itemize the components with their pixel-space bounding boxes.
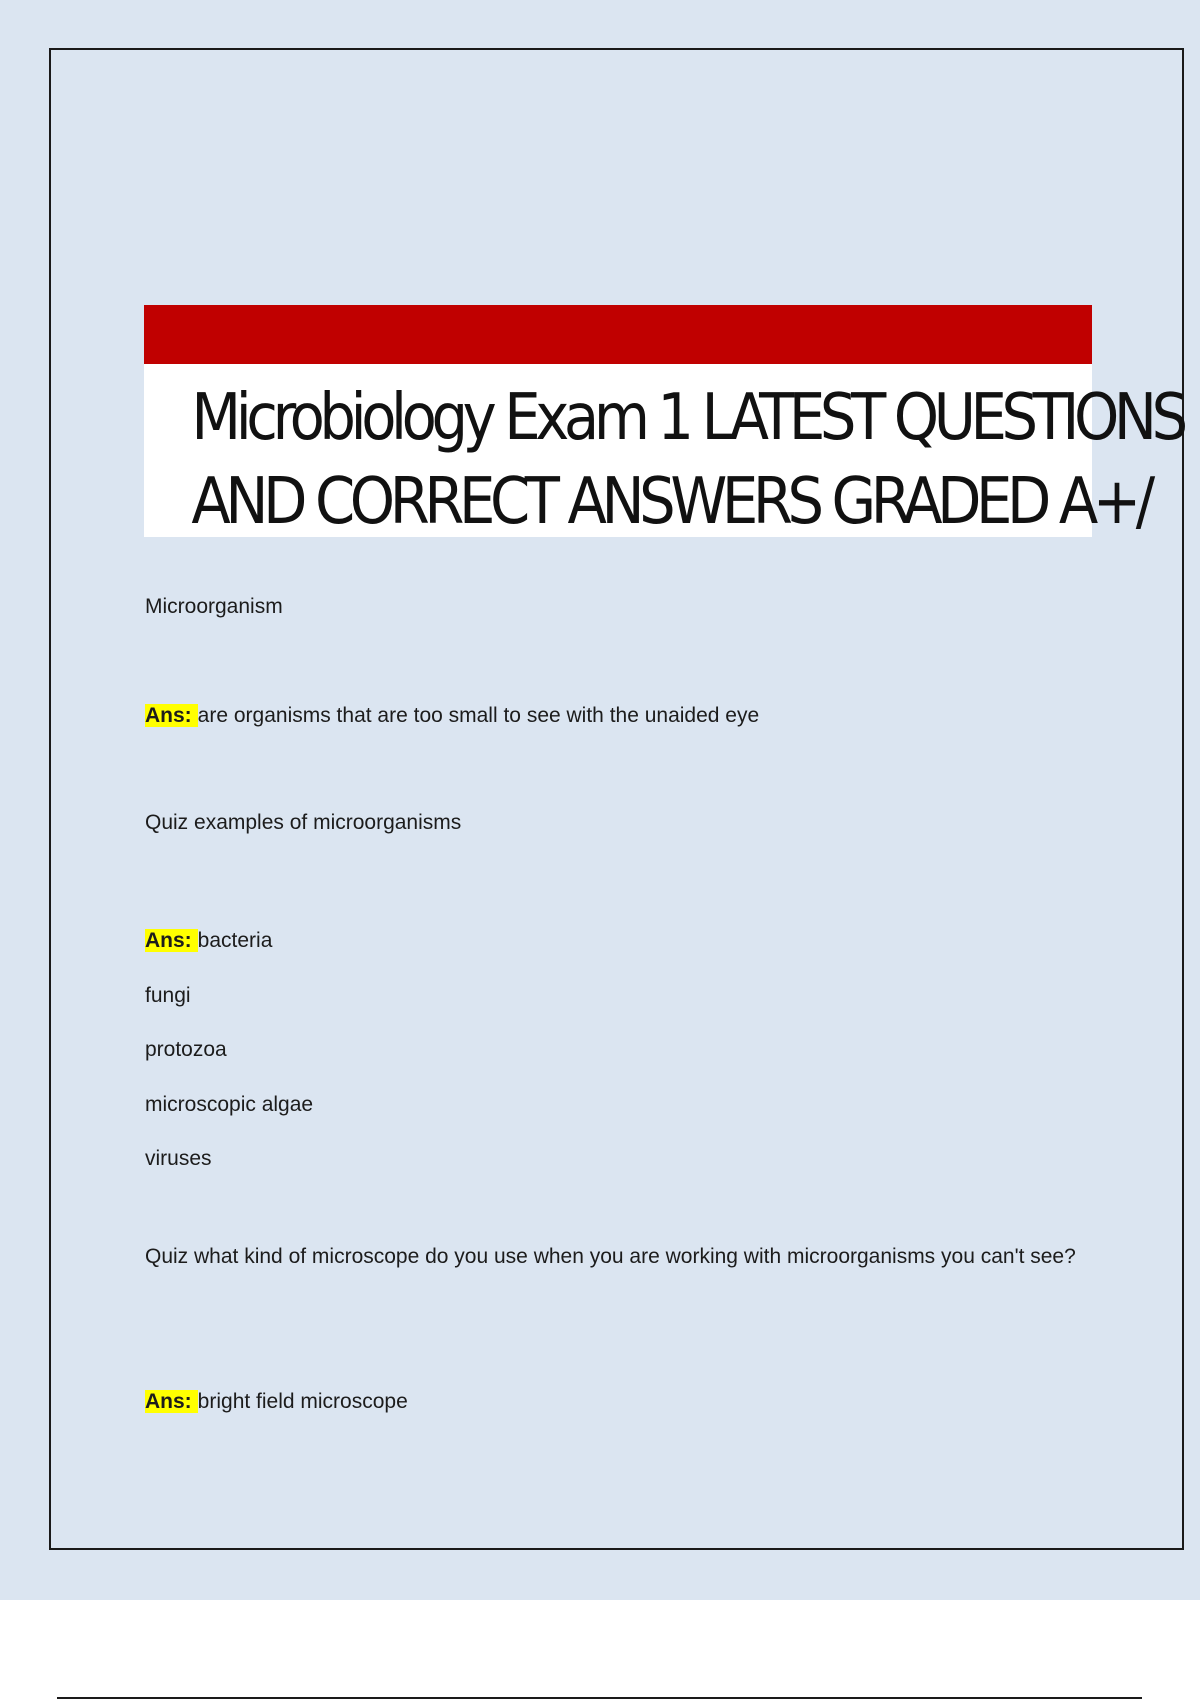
- page-border: [49, 48, 1184, 1550]
- footer-divider: [57, 1697, 1142, 1699]
- answer-label: Ans:: [145, 929, 198, 952]
- answer-label: Ans:: [145, 704, 198, 727]
- answer-2: [145, 914, 313, 1187]
- title-accent-bar: [144, 305, 1092, 364]
- answer-label: Ans:: [145, 1390, 198, 1413]
- title-line-1: Microbiology Exam 1 LATEST QUESTIONS: [191, 381, 1183, 455]
- answer-list-item: microscopic algae: [145, 1092, 314, 1116]
- answer-text: are organisms that are too small to see with the unaided eye: [197, 704, 760, 727]
- answer-line: [145, 914, 313, 969]
- answer-list-item: fungi: [145, 983, 191, 1007]
- question-1: Microorganism: [145, 595, 283, 618]
- answer-text: bacteria: [197, 929, 273, 952]
- answer-text: bright field microscope: [197, 1390, 408, 1413]
- answer-list-item: protozoa: [145, 1038, 227, 1061]
- answer-1: [145, 699, 759, 732]
- title-line-2: AND CORRECT ANSWERS GRADED A+/: [191, 465, 1150, 539]
- answer-3: [145, 1385, 408, 1418]
- question-2: Quiz examples of microorganisms: [145, 811, 462, 834]
- question-3: Quiz what kind of microscope do you use when you are working with microorganisms you can't see?: [145, 1245, 1076, 1268]
- answer-list-item: viruses: [145, 1147, 212, 1170]
- document-title: [144, 364, 1183, 539]
